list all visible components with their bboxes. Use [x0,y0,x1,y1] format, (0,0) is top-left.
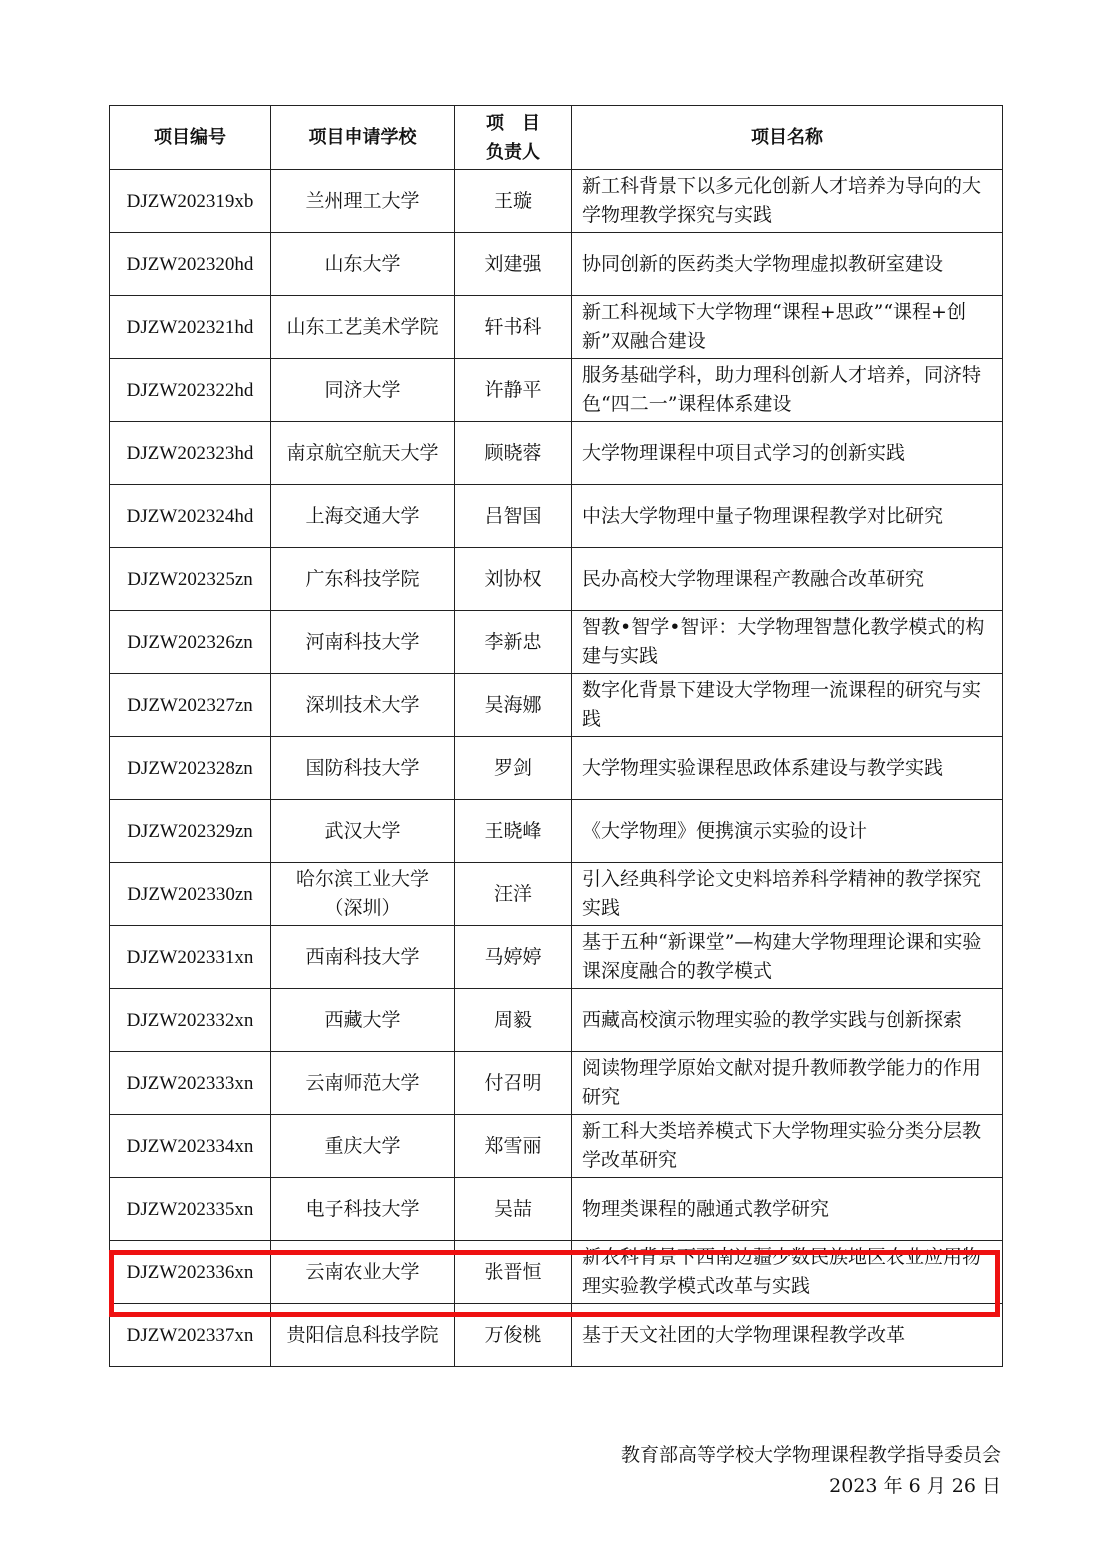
cell-project-id: DJZW202321hd [110,296,271,359]
cell-person: 王晓峰 [455,800,572,863]
school-line: 西藏大学 [324,1008,401,1031]
school-line: 哈尔滨工业大学 [295,868,429,890]
cell-project-id: DJZW202335xn [110,1178,271,1241]
cell-school [271,485,455,548]
school-line: 深圳技术大学 [305,693,420,716]
cell-school [271,800,455,863]
cell-person: 李新忠 [455,611,572,674]
cell-project-id: DJZW202331xn [110,926,271,989]
cell-person: 罗剑 [455,737,572,800]
cell-project-name: 基于五种“新课堂”—构建大学物理理论课和实验课深度融合的教学模式 [572,926,1003,989]
cell-person: 王璇 [455,170,572,233]
cell-person: 吴喆 [455,1178,572,1241]
cell-project-name: 新工科视域下大学物理“课程+思政”“课程+创新”双融合建设 [572,296,1003,359]
header-project-id: 项目编号 [110,106,271,170]
cell-project-id: DJZW202333xn [110,1052,271,1115]
school-line: 广东科技学院 [305,567,420,590]
cell-project-name: 民办高校大学物理课程产教融合改革研究 [572,548,1003,611]
header-project-name: 项目名称 [572,106,1003,170]
cell-school [271,359,455,422]
cell-project-name: 引入经典科学论文史料培养科学精神的教学探究实践 [572,863,1003,926]
table-row [110,1178,1003,1241]
school-line: （深圳） [324,897,401,919]
school-line: 贵阳信息科技学院 [286,1323,439,1346]
cell-project-id: DJZW202330zn [110,863,271,926]
cell-person: 付召明 [455,1052,572,1115]
cell-person: 张晋恒 [455,1241,572,1304]
cell-person: 马婷婷 [455,926,572,989]
cell-person: 刘建强 [455,233,572,296]
table-row [110,611,1003,674]
table-row [110,485,1003,548]
cell-school [271,674,455,737]
table-row [110,737,1003,800]
table-row [110,296,1003,359]
cell-school [271,611,455,674]
cell-project-id: DJZW202319xb [110,170,271,233]
cell-project-name: 阅读物理学原始文献对提升教师教学能力的作用研究 [572,1052,1003,1115]
cell-person: 许静平 [455,359,572,422]
project-table [109,105,1003,1367]
cell-project-id: DJZW202332xn [110,989,271,1052]
school-line: 同济大学 [324,378,401,401]
cell-project-name: 新工科大类培养模式下大学物理实验分类分层教学改革研究 [572,1115,1003,1178]
school-line: 国防科技大学 [305,756,420,779]
cell-person: 吕智国 [455,485,572,548]
cell-project-name: 智教•智学•智评：大学物理智慧化教学模式的构建与实践 [572,611,1003,674]
footer-organization: 教育部高等学校大学物理课程教学指导委员会 [620,1444,1001,1466]
table-row [110,359,1003,422]
table-row [110,1115,1003,1178]
cell-project-name: 数字化背景下建设大学物理一流课程的研究与实践 [572,674,1003,737]
header-school: 项目申请学校 [271,106,455,170]
school-line: 云南师范大学 [305,1071,420,1094]
table-row [110,674,1003,737]
school-line: 电子科技大学 [305,1197,420,1220]
cell-project-id: DJZW202322hd [110,359,271,422]
table-row [110,989,1003,1052]
table-row [110,926,1003,989]
cell-school [271,737,455,800]
cell-project-id: DJZW202325zn [110,548,271,611]
school-line: 武汉大学 [324,819,401,842]
cell-school [271,422,455,485]
cell-person: 轩书科 [455,296,572,359]
cell-school [271,989,455,1052]
cell-school [271,926,455,989]
school-line: 兰州理工大学 [305,189,420,212]
table-body [110,170,1003,1367]
cell-school [271,1052,455,1115]
school-line: 山东工艺美术学院 [286,315,439,338]
table-row [110,233,1003,296]
cell-project-name: 大学物理课程中项目式学习的创新实践 [572,422,1003,485]
cell-person: 顾晓蓉 [455,422,572,485]
table-row [110,1241,1003,1304]
cell-person: 郑雪丽 [455,1115,572,1178]
cell-project-id: DJZW202337xn [110,1304,271,1367]
cell-project-id: DJZW202328zn [110,737,271,800]
cell-school [271,1304,455,1367]
table-row [110,800,1003,863]
cell-project-name: 《大学物理》便携演示实验的设计 [572,800,1003,863]
cell-school [271,296,455,359]
cell-person: 吴海娜 [455,674,572,737]
cell-project-name: 中法大学物理中量子物理课程教学对比研究 [572,485,1003,548]
cell-school [271,548,455,611]
cell-project-id: DJZW202336xn [110,1241,271,1304]
cell-school [271,1241,455,1304]
cell-project-name: 新工科背景下以多元化创新人才培养为导向的大学物理教学探究与实践 [572,170,1003,233]
table-row [110,548,1003,611]
cell-project-name: 协同创新的医药类大学物理虚拟教研室建设 [572,233,1003,296]
header-person-line1: 项 目 [486,112,540,134]
school-line: 西南科技大学 [305,945,420,968]
cell-person: 汪洋 [455,863,572,926]
cell-person: 万俊桃 [455,1304,572,1367]
school-line: 重庆大学 [324,1134,401,1157]
cell-project-id: DJZW202323hd [110,422,271,485]
cell-project-name: 服务基础学科，助力理科创新人才培养，同济特色“四二一”课程体系建设 [572,359,1003,422]
cell-person: 周毅 [455,989,572,1052]
cell-project-id: DJZW202324hd [110,485,271,548]
table-row [110,1052,1003,1115]
cell-project-id: DJZW202334xn [110,1115,271,1178]
cell-school [271,233,455,296]
table-row [110,422,1003,485]
cell-project-id: DJZW202326zn [110,611,271,674]
school-line: 河南科技大学 [305,630,420,653]
footer-date: 2023 年 6 月 26 日 [829,1475,1001,1497]
cell-project-id: DJZW202327zn [110,674,271,737]
cell-project-name: 西藏高校演示物理实验的教学实践与创新探索 [572,989,1003,1052]
school-line: 南京航空航天大学 [286,441,439,464]
cell-project-name: 物理类课程的融通式教学研究 [572,1178,1003,1241]
table-row [110,170,1003,233]
cell-school [271,1178,455,1241]
header-person-line2: 负责人 [486,141,540,163]
cell-project-name: 大学物理实验课程思政体系建设与教学实践 [572,737,1003,800]
school-line: 云南农业大学 [305,1260,420,1283]
table-row [110,1304,1003,1367]
cell-project-name: 基于天文社团的大学物理课程教学改革 [572,1304,1003,1367]
school-line: 上海交通大学 [305,504,420,527]
table-header-row [110,106,1003,170]
school-line: 山东大学 [324,252,401,275]
cell-project-id: DJZW202329zn [110,800,271,863]
cell-school [271,1115,455,1178]
cell-project-id: DJZW202320hd [110,233,271,296]
cell-school [271,863,455,926]
header-person [455,106,572,170]
cell-school [271,170,455,233]
cell-person: 刘协权 [455,548,572,611]
table-row [110,863,1003,926]
cell-project-name: 新农科背景下西南边疆少数民族地区农业应用物理实验教学模式改革与实践 [572,1241,1003,1304]
